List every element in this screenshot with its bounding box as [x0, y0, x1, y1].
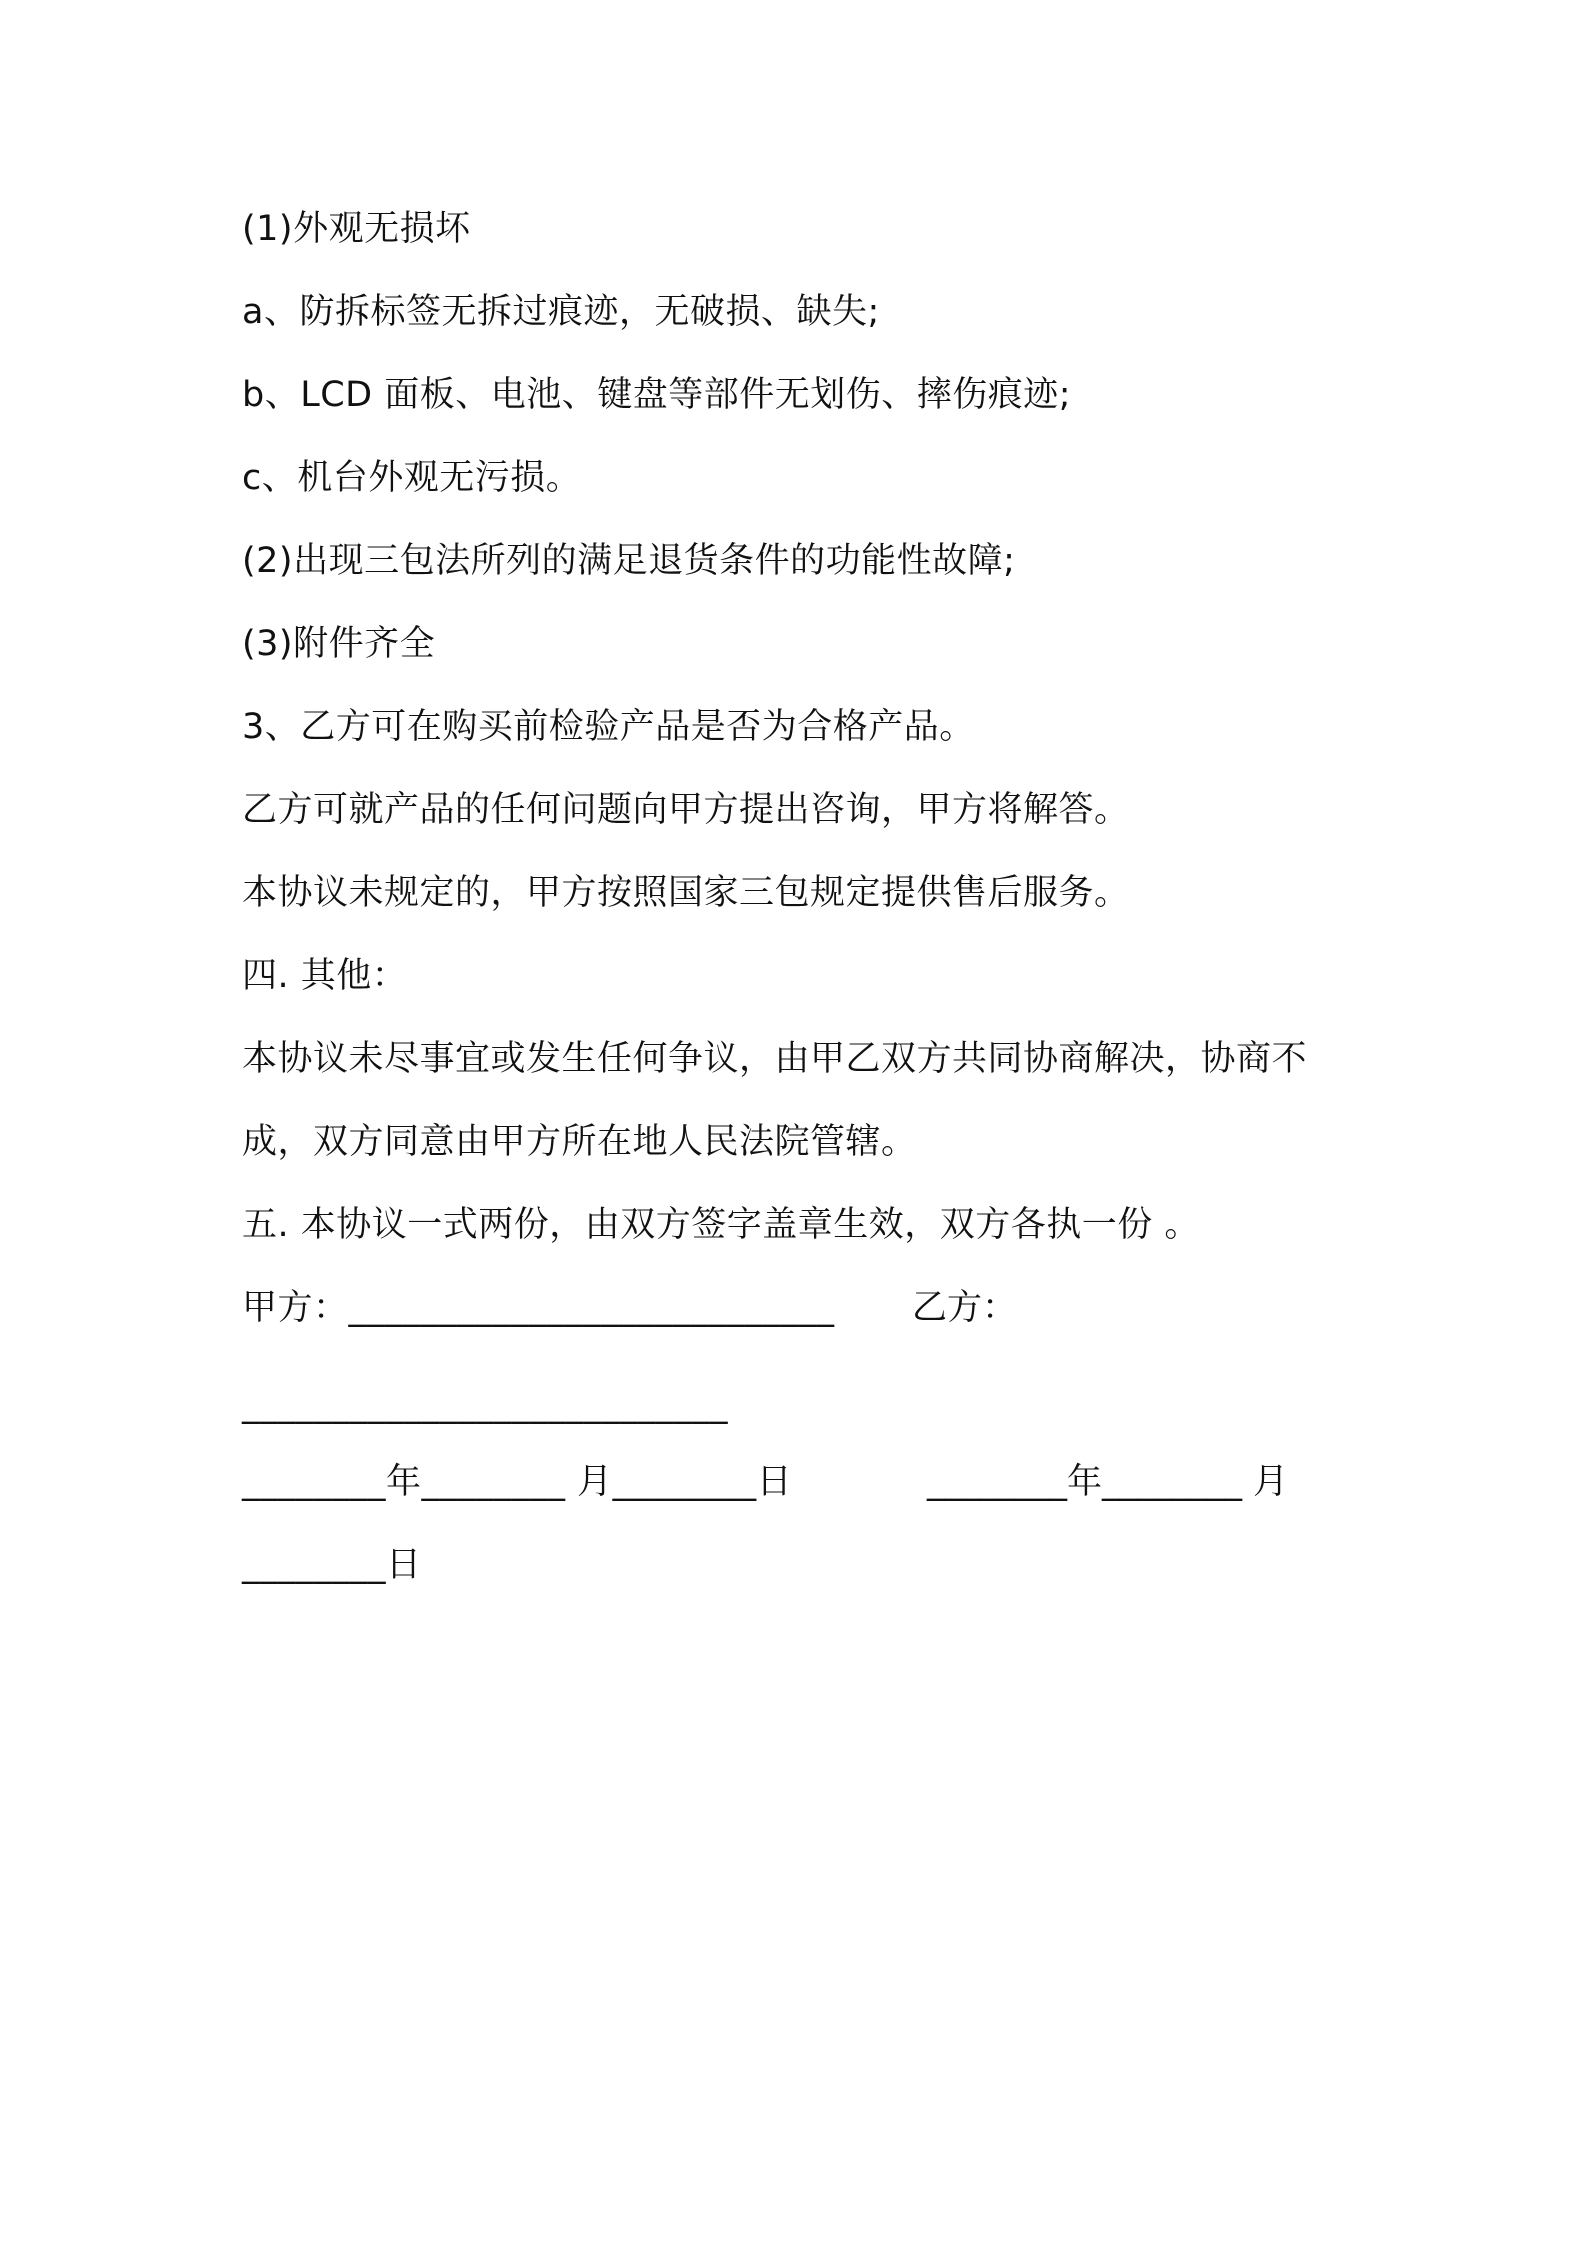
party-b-signature-line: ___________________________ [242, 1385, 728, 1425]
item-no-stain: c、机台外观无污损。 [242, 458, 582, 498]
party-b-label: 乙方： [912, 1288, 1018, 1328]
party-a-signature: 甲方：___________________________ [242, 1288, 835, 1328]
item-appearance-heading: (1)外观无损坏 [242, 209, 471, 249]
item-label-seal: a、防拆标签无拆过痕迹，无破损、缺失; [242, 292, 880, 332]
section-other-heading: 四. 其他： [242, 956, 408, 996]
item-parts-scratch: b、LCD 面板、电池、键盘等部件无划伤、摔伤痕迹; [242, 375, 1072, 415]
item-functional-fault: (2)出现三包法所列的满足退货条件的功能性故障; [242, 541, 1016, 581]
party-a-date: ________年________ 月________日 [242, 1462, 793, 1502]
clause-after-sales: 本协议未规定的，甲方按照国家三包规定提供售后服务。 [242, 873, 1130, 913]
clause-consultation: 乙方可就产品的任何问题向甲方提出咨询，甲方将解答。 [242, 790, 1130, 830]
item-accessories: (3)附件齐全 [242, 624, 436, 664]
clause-inspection: 3、乙方可在购买前检验产品是否为合格产品。 [242, 707, 975, 747]
party-b-date: ________年________ 月 [927, 1462, 1289, 1502]
clause-dispute-line2: 成，双方同意由甲方所在地人民法院管辖。 [242, 1122, 917, 1162]
party-b-date-day: ________日 [242, 1545, 422, 1585]
section-copies: 五. 本协议一式两份，由双方签字盖章生效，双方各执一份 。 [242, 1205, 1200, 1245]
clause-dispute-line1: 本协议未尽事宜或发生任何争议，由甲乙双方共同协商解决，协商不 [242, 1039, 1308, 1079]
